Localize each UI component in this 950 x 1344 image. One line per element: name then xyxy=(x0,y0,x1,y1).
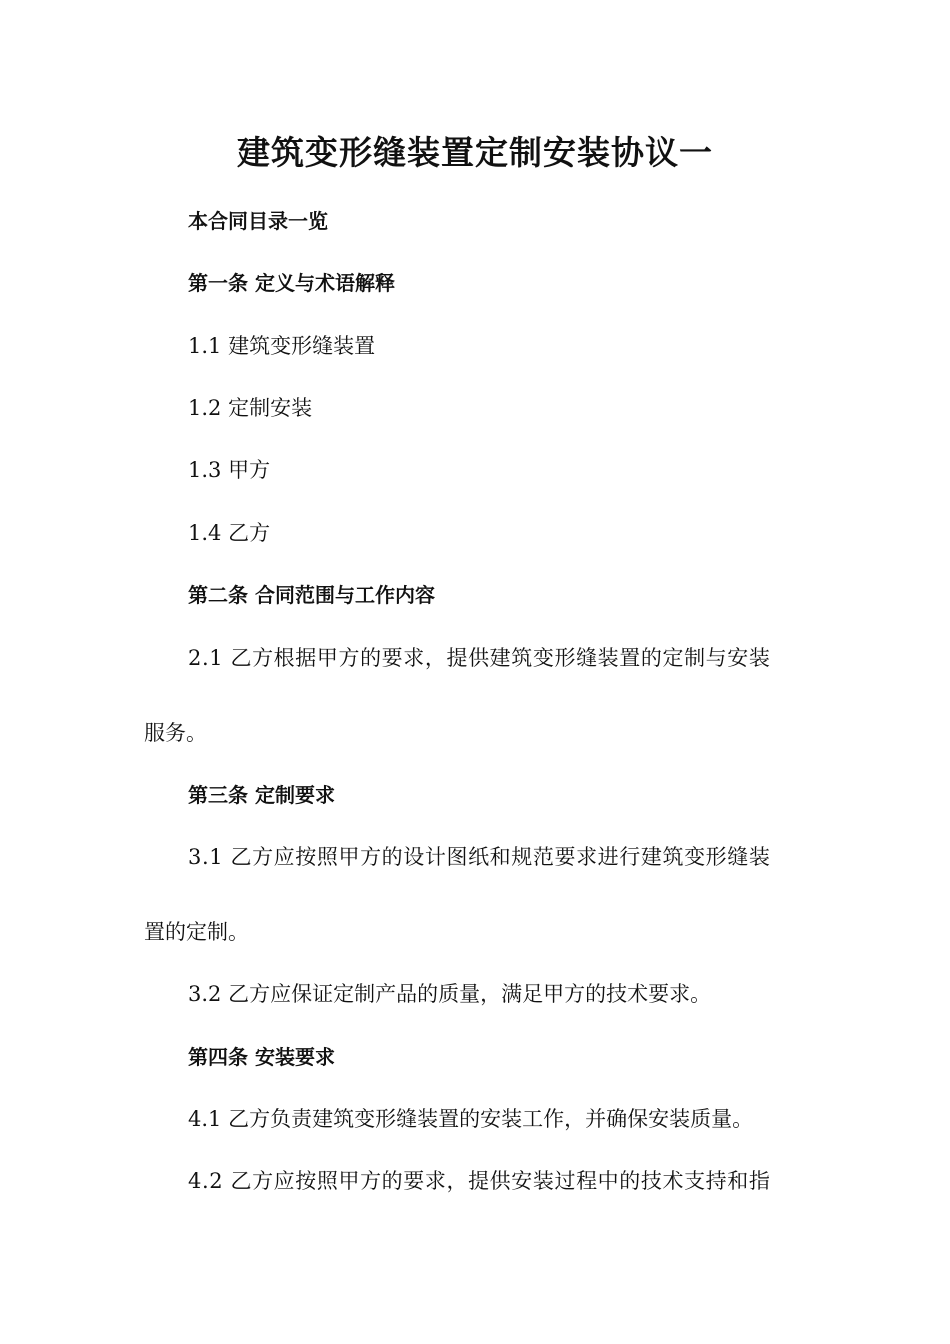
clause-1-2: 1.2 定制安装 xyxy=(188,396,313,420)
toc-heading: 本合同目录一览 xyxy=(188,209,328,233)
document-title: 建筑变形缝装置定制安装协议一 xyxy=(237,133,713,172)
clause-1-3: 1.3 甲方 xyxy=(188,458,271,482)
article-1-heading: 第一条 定义与术语解释 xyxy=(188,271,395,295)
article-4-heading: 第四条 安装要求 xyxy=(188,1045,335,1069)
clause-4-1: 4.1 乙方负责建筑变形缝装置的安装工作，并确保安装质量。 xyxy=(188,1107,754,1131)
clause-3-1: 3.1 乙方应按照甲方的设计图纸和规范要求进行建筑变形缝装 xyxy=(188,845,771,869)
clause-1-1: 1.1 建筑变形缝装置 xyxy=(188,334,376,358)
clause-2-1: 2.1 乙方根据甲方的要求，提供建筑变形缝装置的定制与安装 xyxy=(188,646,771,670)
clause-4-2: 4.2 乙方应按照甲方的要求，提供安装过程中的技术支持和指 xyxy=(188,1169,771,1193)
article-3-heading: 第三条 定制要求 xyxy=(188,783,335,807)
article-2-heading: 第二条 合同范围与工作内容 xyxy=(188,583,435,607)
clause-1-4: 1.4 乙方 xyxy=(188,521,271,545)
clause-3-1-continuation: 置的定制。 xyxy=(144,920,249,944)
clause-3-2: 3.2 乙方应保证定制产品的质量，满足甲方的技术要求。 xyxy=(188,982,712,1006)
clause-2-1-continuation: 服务。 xyxy=(144,721,207,745)
